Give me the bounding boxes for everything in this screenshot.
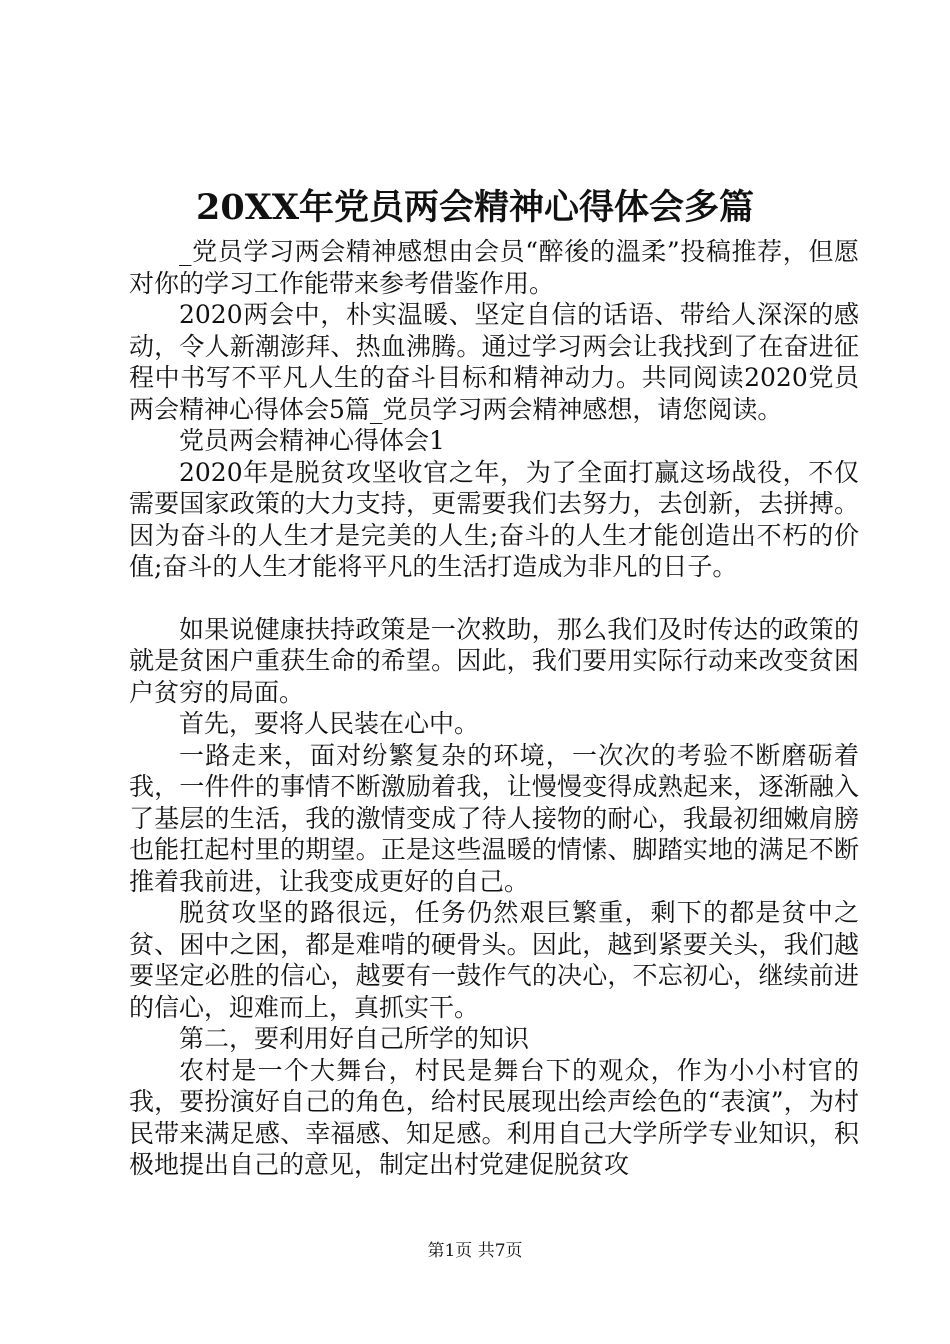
paragraph-intro: _党员学习两会精神感想由会员“醉後的溫柔”投稿推荐，但愿对你的学习工作能带来参考借鉴作用。 xyxy=(129,237,859,298)
paragraph-summary: 2020两会中，朴实温暖、坚定自信的话语、带给人深深的感动，令人新潮澎拜、热血沸腾。通过学习两会让我找到了在奋进征程中书写不平凡人生的奋斗目标和精神动力。共同阅读2020党员两会精神心得体会5篇_党员学习两会精神感想，请您阅读。 xyxy=(129,300,859,424)
subheading-first: 首先，要将人民装在心中。 xyxy=(179,709,480,738)
section-heading-1: 党员两会精神心得体会1 xyxy=(179,426,445,455)
paragraph-body: 脱贫攻坚的路很远，任务仍然艰巨繁重，剩下的都是贫中之贫、困中之困，都是难啃的硬骨头。因此，越到紧要关头，我们越要坚定必胜的信心，越要有一鼓作气的决心，不忘初心，继续前进的信心，迎难而上，真抓实干。 xyxy=(129,898,859,1022)
subheading-second: 第二，要利用好自己所学的知识 xyxy=(179,1024,530,1053)
paragraph-body: 一路走来，面对纷繁复杂的环境，一次次的考验不断磨砺着我，一件件的事情不断激励着我，让慢慢变得成熟起来，逐渐融入了基层的生活，我的激情变成了待人接物的耐心，我最初细嫩肩膀也能扛起村里的期望。正是这些温暖的情愫、脚踏实地的满足不断推着我前进，让我变成更好的自己。 xyxy=(129,740,859,896)
paragraph-body: 2020年是脱贫攻坚收官之年，为了全面打赢这场战役，不仅需要国家政策的大力支持，更需要我们去努力，去创新，去拼搏。因为奋斗的人生才是完美的人生;奋斗的人生才能创造出不朽的价值;奋斗的人生才能将平凡的生活打造成为非凡的日子。 xyxy=(129,457,859,581)
document-title: 20XX年党员两会精神心得体会多篇 xyxy=(195,187,755,228)
paragraph-body: 农村是一个大舞台，村民是舞台下的观众，作为小小村官的我，要扮演好自己的角色，给村民展现出绘声绘色的“表演”，为村民带来满足感、幸福感、知足感。利用自己大学所学专业知识，积极地提出自己的意见，制定出村党建促脱贫攻 xyxy=(129,1055,859,1179)
page-number-footer: 第1页 共7页 xyxy=(427,1241,523,1261)
paragraph-body: 如果说健康扶持政策是一次救助，那么我们及时传达的政策的就是贫困户重获生命的希望。因此，我们要用实际行动来改变贫困户贫穷的局面。 xyxy=(129,614,859,707)
document-body xyxy=(129,236,859,1181)
